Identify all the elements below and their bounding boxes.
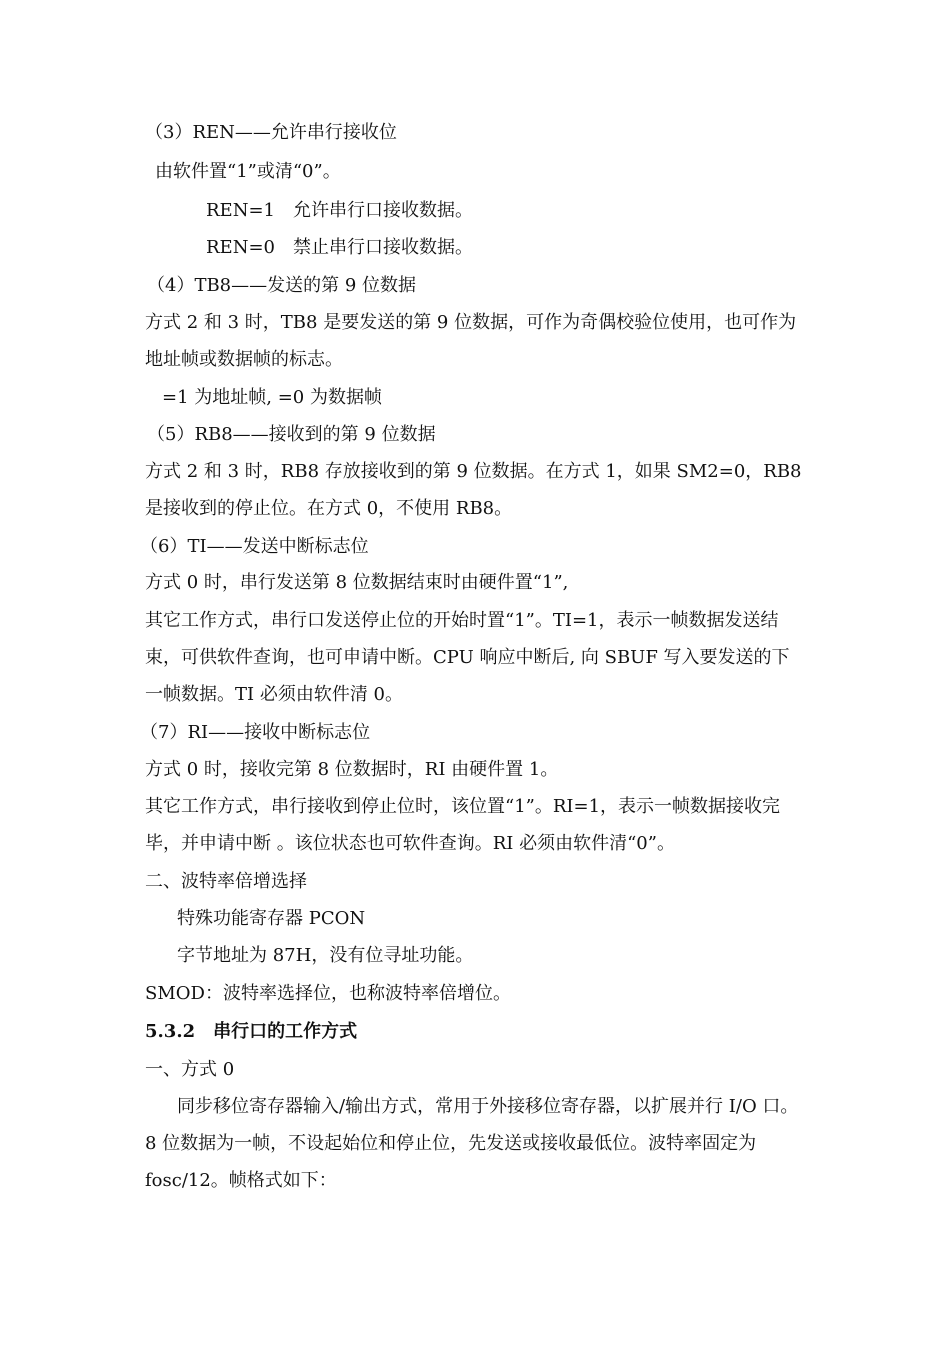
mode-0-paragraph-line-3: fosc/12。帧格式如下：: [145, 1170, 337, 1191]
ti-paragraph-line-1: 方式 0 时，串行发送第 8 位数据结束时由硬件置“1”,: [145, 572, 569, 593]
smod-line: SMOD：波特率选择位，也称波特率倍增位。: [145, 983, 511, 1004]
ti-paragraph-line-2: 其它工作方式，串行口发送停止位的开始时置“1”。TI=1，表示一帧数据发送结: [145, 610, 779, 631]
item-tb8-heading: （4）TB8——发送的第 9 位数据: [147, 275, 417, 296]
ri-paragraph-line-1: 方式 0 时，接收完第 8 位数据时，RI 由硬件置 1。: [145, 759, 559, 780]
pcon-line: 特殊功能寄存器 PCON: [177, 908, 366, 929]
item-ri-heading: （7）RI——接收中断标志位: [140, 722, 371, 743]
ren-1-line: REN=1 允许串行口接收数据。: [206, 200, 473, 221]
ti-paragraph-line-3: 束，可供软件查询，也可申请中断。CPU 响应中断后, 向 SBUF 写入要发送的下: [145, 647, 790, 668]
pcon-address-line: 字节地址为 87H，没有位寻址功能。: [177, 945, 474, 966]
item-ren-heading: （3）REN——允许串行接收位: [145, 122, 397, 143]
rb8-paragraph-line-1: 方式 2 和 3 时，RB8 存放接收到的第 9 位数据。在方式 1，如果 SM2=0，RB8: [145, 461, 802, 482]
ren-description: 由软件置“1”或清“0”。: [155, 161, 341, 182]
ti-paragraph-line-4: 一帧数据。TI 必须由软件清 0。: [145, 684, 404, 705]
ri-paragraph-line-3: 毕，并申请中断 。该位状态也可软件查询。RI 必须由软件清“0”。: [145, 833, 675, 854]
rb8-paragraph-line-2: 是接收到的停止位。在方式 0，不使用 RB8。: [145, 498, 513, 519]
mode-0-paragraph-line-2: 8 位数据为一帧，不设起始位和停止位，先发送或接收最低位。波特率固定为: [145, 1133, 757, 1154]
mode-0-heading: 一、方式 0: [145, 1059, 235, 1080]
ri-paragraph-line-2: 其它工作方式，串行接收到停止位时，该位置“1”。RI=1，表示一帧数据接收完: [145, 796, 781, 817]
tb8-values-line: =1 为地址帧, =0 为数据帧: [162, 387, 382, 408]
ren-0-line: REN=0 禁止串行口接收数据。: [206, 237, 473, 258]
tb8-paragraph-line-1: 方式 2 和 3 时，TB8 是要发送的第 9 位数据，可作为奇偶校验位使用，也可作为: [145, 312, 797, 333]
section-5-3-2-heading: 5.3.2 串行口的工作方式: [145, 1021, 358, 1042]
mode-0-paragraph-line-1: 同步移位寄存器输入/输出方式，常用于外接移位寄存器，以扩展并行 I/O 口。: [177, 1096, 799, 1117]
section-baud-rate-heading: 二、波特率倍增选择: [145, 871, 307, 892]
tb8-paragraph-line-2: 地址帧或数据帧的标志。: [145, 349, 343, 370]
item-ti-heading: （6）TI——发送中断标志位: [140, 536, 369, 557]
item-rb8-heading: （5）RB8——接收到的第 9 位数据: [147, 424, 436, 445]
